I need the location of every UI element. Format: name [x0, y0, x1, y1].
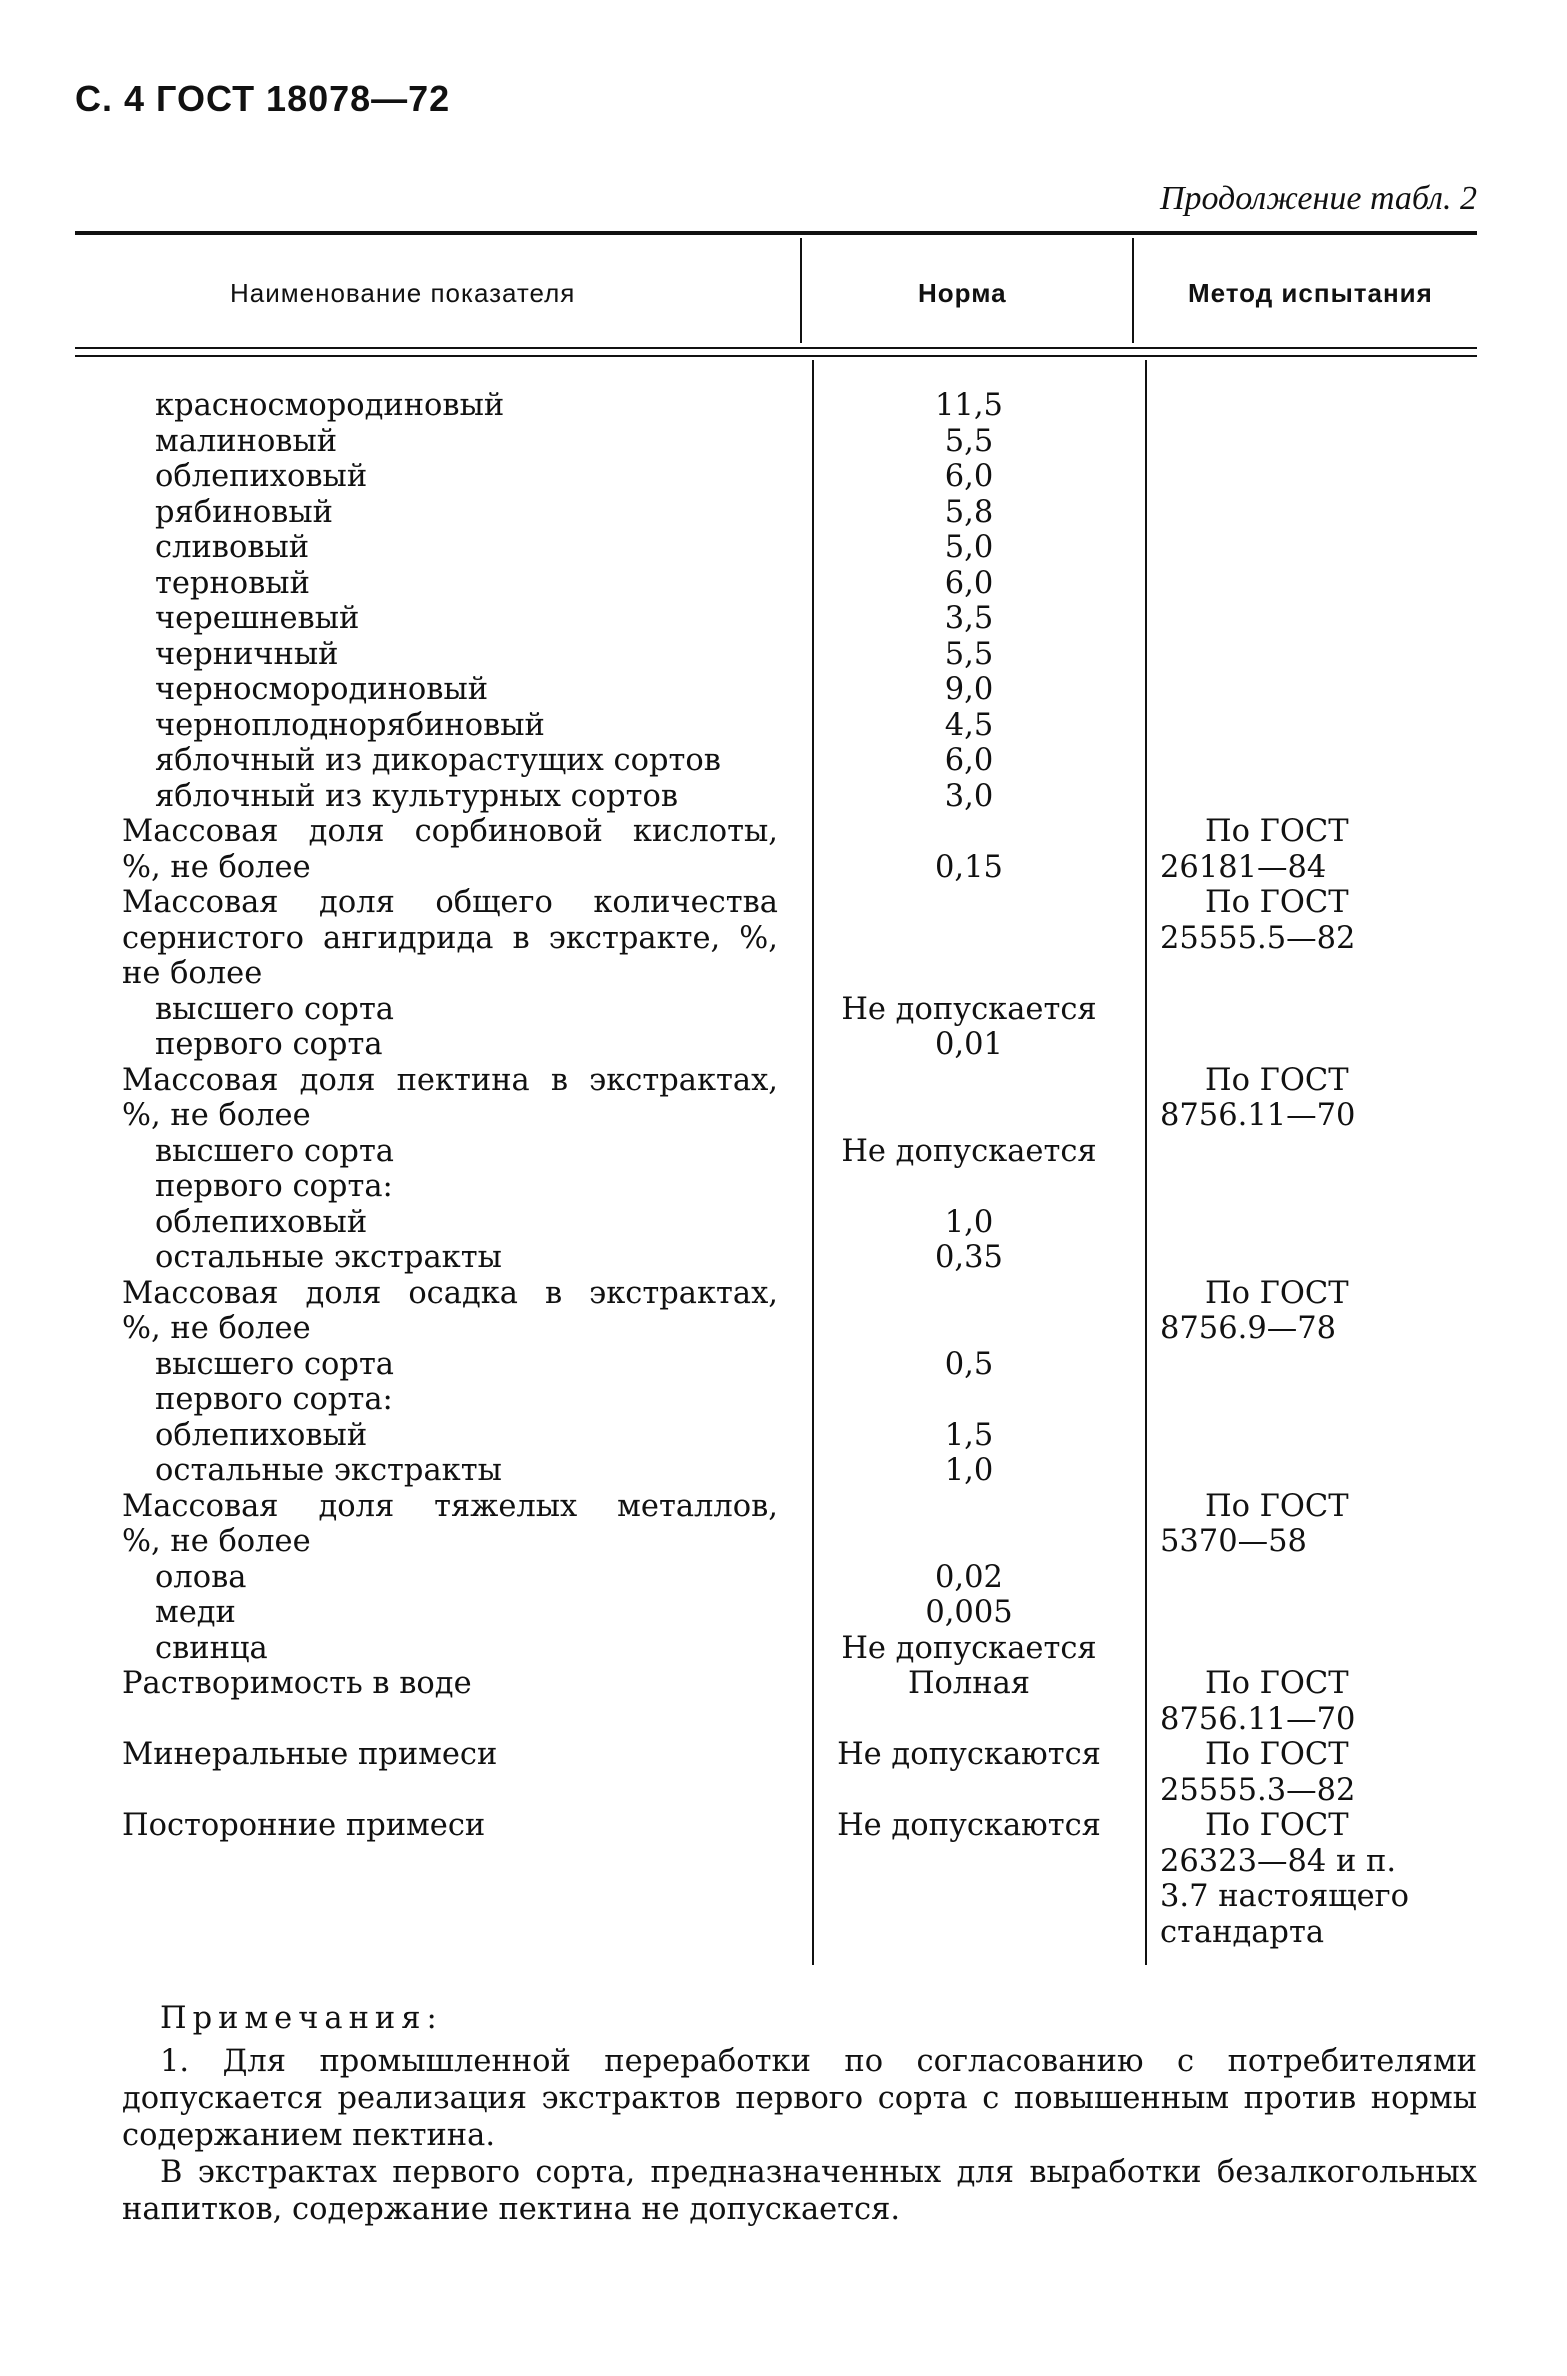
- cell-method: По ГОСТ: [1205, 1488, 1349, 1524]
- table-row: [0, 1666, 1567, 1702]
- cell-indicator: черносмородиновый: [155, 672, 489, 707]
- cell-indicator: яблочный из культурных сортов: [155, 778, 678, 814]
- cell-indicator: высшего сорта: [155, 1346, 394, 1382]
- cell-indicator: яблочный из дикорастущих сортов: [155, 743, 721, 778]
- table-row: [0, 672, 1567, 708]
- cell-method: 8756.9—78: [1160, 1311, 1337, 1346]
- table-row: [0, 1631, 1567, 1667]
- table-row: [0, 1276, 1567, 1312]
- table-row: [0, 566, 1567, 602]
- cell-indicator: Минеральные примеси: [122, 1737, 498, 1772]
- table-row: [0, 1205, 1567, 1241]
- cell-indicator: Массовая доля пектина в экстрактах,: [122, 1062, 778, 1098]
- table-row: [0, 1134, 1567, 1170]
- cell-norm: 4,5: [944, 707, 994, 743]
- cell-indicator: высшего сорта: [155, 1133, 394, 1169]
- cell-indicator: черноплоднорябиновый: [155, 707, 545, 743]
- table-row: [0, 1879, 1567, 1915]
- table-row: [0, 530, 1567, 566]
- cell-norm: 11,5: [935, 388, 1003, 423]
- header-double-rule-lower: [75, 355, 1477, 357]
- cell-norm: 0,005: [925, 1595, 1013, 1630]
- table-row: [0, 1169, 1567, 1205]
- cell-norm: 1,5: [944, 1417, 994, 1453]
- table-row: [0, 1382, 1567, 1418]
- cell-indicator: сливовый: [155, 530, 310, 565]
- table-row: [0, 885, 1567, 921]
- cell-indicator: черешневый: [155, 601, 360, 636]
- cell-indicator: черничный: [155, 636, 339, 672]
- cell-norm: 9,0: [944, 672, 994, 707]
- cell-indicator: Массовая доля осадка в экстрактах,: [122, 1275, 778, 1311]
- cell-method: 3.7 настоящего: [1160, 1879, 1410, 1914]
- table-row: [0, 708, 1567, 744]
- cell-indicator: Массовая доля тяжелых металлов,: [122, 1488, 778, 1524]
- cell-method: 25555.3—82: [1160, 1772, 1356, 1808]
- table-row: [0, 1737, 1567, 1773]
- table-row: [0, 1240, 1567, 1276]
- table-row: [0, 1347, 1567, 1383]
- cell-indicator: первого сорта: [155, 1027, 383, 1062]
- cell-norm: Не допускаются: [837, 1808, 1101, 1843]
- column-header-method: Метод испытания: [1188, 278, 1433, 308]
- cell-indicator: не более: [122, 956, 263, 991]
- table-row: [0, 743, 1567, 779]
- cell-norm: 0,02: [935, 1559, 1003, 1595]
- table-row: [0, 1702, 1567, 1738]
- column-header-name: Наименование показателя: [230, 278, 576, 308]
- header-double-rule-upper: [75, 347, 1477, 349]
- cell-method: По ГОСТ: [1205, 1666, 1349, 1701]
- table-row: [0, 495, 1567, 531]
- cell-indicator: облепиховый: [155, 1204, 368, 1240]
- table-row: [0, 1418, 1567, 1454]
- cell-method: 8756.11—70: [1160, 1701, 1356, 1737]
- cell-indicator: олова: [155, 1559, 247, 1595]
- table-row: [0, 956, 1567, 992]
- cell-method: 25555.5—82: [1160, 920, 1356, 956]
- cell-norm: 0,5: [944, 1346, 994, 1382]
- cell-norm: 1,0: [944, 1204, 994, 1240]
- cell-indicator: высшего сорта: [155, 991, 394, 1027]
- cell-norm: Не допускаются: [837, 1737, 1101, 1772]
- cell-method: 26181—84: [1160, 849, 1327, 885]
- cell-norm: 5,8: [944, 494, 994, 530]
- cell-method: По ГОСТ: [1205, 1808, 1349, 1843]
- cell-norm: 3,0: [944, 778, 994, 814]
- cell-norm: 6,0: [944, 565, 994, 601]
- cell-method: По ГОСТ: [1205, 1062, 1349, 1098]
- cell-indicator: %, не более: [122, 1524, 311, 1559]
- cell-method: По ГОСТ: [1205, 885, 1349, 920]
- cell-indicator: %, не более: [122, 1098, 311, 1133]
- cell-indicator: малиновый: [155, 423, 338, 459]
- header-divider-2: [1132, 238, 1134, 343]
- cell-norm: 0,35: [935, 1240, 1003, 1275]
- cell-method: По ГОСТ: [1205, 1737, 1349, 1772]
- cell-indicator: терновый: [155, 565, 310, 601]
- cell-norm: 1,0: [944, 1453, 994, 1488]
- table-row: [0, 459, 1567, 495]
- cell-norm: Полная: [907, 1666, 1031, 1701]
- table-row: [0, 814, 1567, 850]
- cell-method: 5370—58: [1160, 1524, 1307, 1559]
- table-body: [0, 388, 1567, 1950]
- table-row: [0, 1808, 1567, 1844]
- table-row: [0, 601, 1567, 637]
- table-row: [0, 1027, 1567, 1063]
- cell-method: стандарта: [1160, 1914, 1325, 1950]
- cell-method: По ГОСТ: [1205, 814, 1349, 849]
- cell-method: По ГОСТ: [1205, 1275, 1349, 1311]
- table-row: [0, 921, 1567, 957]
- table-row: [0, 637, 1567, 673]
- cell-norm: 3,5: [944, 601, 994, 636]
- cell-indicator: Посторонние примеси: [122, 1808, 486, 1843]
- cell-indicator: остальные экстракты: [155, 1453, 502, 1488]
- cell-norm: 5,5: [944, 636, 994, 672]
- table-row: [0, 1773, 1567, 1809]
- cell-indicator: Растворимость в воде: [122, 1666, 472, 1701]
- table-row: [0, 388, 1567, 424]
- cell-indicator: свинца: [155, 1630, 268, 1666]
- note-paragraph-2: В экстрактах первого сорта, предназначенных для выработки безалкогольных напитков, содержание пектина не допускается.: [122, 2155, 1477, 2227]
- table-row: [0, 992, 1567, 1028]
- table-row: [0, 1915, 1567, 1951]
- note-paragraph-1: 1. Для промышленной переработки по согласованию с потребителями допускается реализация экстрактов первого сорта с повышенным против нормы содержанием пектина.: [122, 2044, 1477, 2153]
- cell-indicator: Массовая доля сорбиновой кислоты,: [122, 814, 778, 849]
- table-row: [0, 1063, 1567, 1099]
- table-row: [0, 1560, 1567, 1596]
- table-top-rule: [75, 231, 1477, 235]
- table-caption: Продолжение табл. 2: [1159, 180, 1477, 217]
- cell-norm: 5,0: [944, 530, 994, 565]
- cell-indicator: первого сорта:: [155, 1169, 393, 1204]
- table-row: [0, 424, 1567, 460]
- notes-title: Примечания:: [160, 2001, 443, 2036]
- notes-section: [122, 2000, 1477, 2228]
- cell-indicator: первого сорта:: [155, 1382, 393, 1417]
- table-row: [0, 1489, 1567, 1525]
- cell-norm: Не допускается: [841, 1133, 1097, 1169]
- table-row: [0, 850, 1567, 886]
- cell-indicator: облепиховый: [155, 1417, 368, 1453]
- cell-indicator: облепиховый: [155, 459, 368, 494]
- cell-indicator: сернистого ангидрида в экстракте, %,: [122, 920, 778, 956]
- cell-method: 8756.11—70: [1160, 1098, 1356, 1133]
- cell-method: 26323—84 и п.: [1160, 1843, 1397, 1879]
- table-row: [0, 779, 1567, 815]
- column-header-norm: Норма: [918, 278, 1007, 308]
- cell-norm: Не допускается: [841, 991, 1097, 1027]
- table-row: [0, 1524, 1567, 1560]
- cell-norm: 0,15: [935, 849, 1003, 885]
- cell-indicator: рябиновый: [155, 494, 333, 530]
- cell-indicator: меди: [155, 1595, 236, 1630]
- cell-norm: 0,01: [935, 1027, 1003, 1062]
- table-row: [0, 1311, 1567, 1347]
- cell-indicator: %, не более: [122, 1311, 311, 1346]
- page-header: С. 4 ГОСТ 18078—72: [75, 78, 451, 119]
- cell-indicator: остальные экстракты: [155, 1240, 502, 1275]
- table-row: [0, 1844, 1567, 1880]
- header-divider-1: [800, 238, 802, 343]
- table-row: [0, 1098, 1567, 1134]
- cell-indicator: %, не более: [122, 849, 311, 885]
- table-row: [0, 1453, 1567, 1489]
- cell-norm: 6,0: [944, 459, 994, 494]
- cell-indicator: Массовая доля общего количества: [122, 885, 778, 920]
- cell-norm: Не допускается: [841, 1630, 1097, 1666]
- table-row: [0, 1595, 1567, 1631]
- cell-norm: 6,0: [944, 743, 994, 778]
- cell-norm: 5,5: [944, 423, 994, 459]
- cell-indicator: красносмородиновый: [155, 388, 505, 423]
